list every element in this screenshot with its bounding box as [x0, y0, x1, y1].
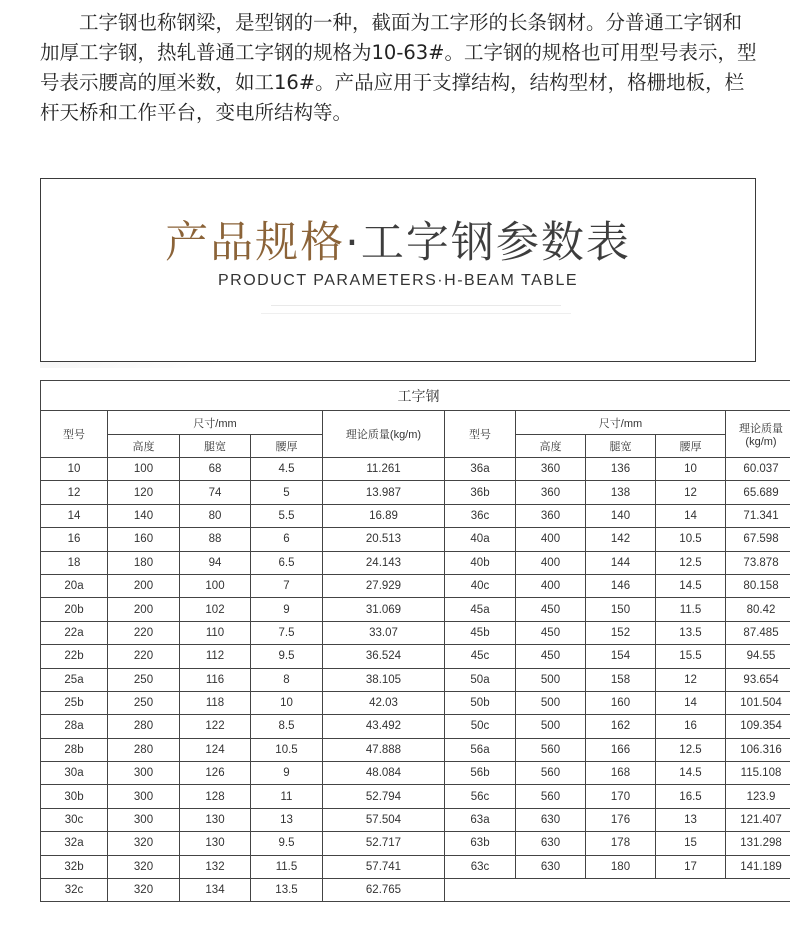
header-size-right: 尺寸/mm: [516, 411, 726, 435]
table-cell: 560: [516, 785, 586, 808]
table-cell: 100: [108, 458, 180, 481]
table-row: [41, 504, 790, 527]
banner-divider-secondary: [261, 313, 571, 314]
table-row: [41, 715, 790, 738]
table-row: [41, 879, 790, 902]
table-cell: 123.9: [726, 785, 790, 808]
table-cell: 450: [516, 598, 586, 621]
table-cell: 6.5: [251, 551, 323, 574]
table-cell: 24.143: [323, 551, 445, 574]
table-cell: 50a: [445, 668, 516, 691]
table-cell: 106.316: [726, 738, 790, 761]
table-cell: 11.5: [251, 855, 323, 878]
table-cell: 130: [180, 808, 251, 831]
table-cell: 4.5: [251, 458, 323, 481]
table-cell: 67.598: [726, 528, 790, 551]
table-cell: 8.5: [251, 715, 323, 738]
table-cell: 128: [180, 785, 251, 808]
table-cell: 36b: [445, 481, 516, 504]
table-cell: 15: [656, 832, 726, 855]
table-cell: 360: [516, 481, 586, 504]
table-cell: 12: [656, 481, 726, 504]
table-cell: 68: [180, 458, 251, 481]
table-row: [41, 762, 790, 785]
table-cell: 30a: [41, 762, 108, 785]
table-row: [41, 621, 790, 644]
table-cell: 9: [251, 598, 323, 621]
table-title: 工字钢: [41, 381, 790, 411]
table-cell: 48.084: [323, 762, 445, 785]
table-cell: 560: [516, 738, 586, 761]
table-cell: 20.513: [323, 528, 445, 551]
table-cell: 9.5: [251, 645, 323, 668]
table-cell: 150: [586, 598, 656, 621]
table-cell: 14: [41, 504, 108, 527]
table-cell: 22b: [41, 645, 108, 668]
header-height-right: 高度: [516, 435, 586, 458]
table-row: [41, 668, 790, 691]
table-cell: 10: [251, 691, 323, 714]
table-cell: 40a: [445, 528, 516, 551]
table-cell: 10: [41, 458, 108, 481]
table-row: [41, 738, 790, 761]
table-cell: 152: [586, 621, 656, 644]
table-cell: 56b: [445, 762, 516, 785]
table-cell: 170: [586, 785, 656, 808]
table-row: [41, 458, 790, 481]
table-cell: 52.794: [323, 785, 445, 808]
table-cell: 168: [586, 762, 656, 785]
table-cell: 71.341: [726, 504, 790, 527]
table-cell: 140: [586, 504, 656, 527]
table-cell: 12: [656, 668, 726, 691]
empty-cell: [445, 879, 790, 902]
table-cell: 22a: [41, 621, 108, 644]
table-cell: 400: [516, 574, 586, 597]
table-cell: 11.5: [656, 598, 726, 621]
table-cell: 101.504: [726, 691, 790, 714]
table-cell: 60.037: [726, 458, 790, 481]
table-cell: 30c: [41, 808, 108, 831]
table-cell: 141.189: [726, 855, 790, 878]
table-cell: 400: [516, 551, 586, 574]
table-cell: 144: [586, 551, 656, 574]
table-cell: 10.5: [656, 528, 726, 551]
table-cell: 220: [108, 645, 180, 668]
table-cell: 62.765: [323, 879, 445, 902]
table-cell: 56a: [445, 738, 516, 761]
table-cell: 300: [108, 762, 180, 785]
table-cell: 116: [180, 668, 251, 691]
table-cell: 45a: [445, 598, 516, 621]
table-cell: 121.407: [726, 808, 790, 831]
header-mass-right: 理论质量(kg/m): [726, 411, 790, 458]
intro-paragraph: [40, 8, 760, 128]
table-cell: 630: [516, 832, 586, 855]
header-leg-width-left: 腿宽: [180, 435, 251, 458]
table-cell: 112: [180, 645, 251, 668]
table-cell: 320: [108, 855, 180, 878]
table-cell: 50b: [445, 691, 516, 714]
table-cell: 102: [180, 598, 251, 621]
table-cell: 16: [41, 528, 108, 551]
table-cell: 320: [108, 832, 180, 855]
table-cell: 65.689: [726, 481, 790, 504]
table-cell: 25a: [41, 668, 108, 691]
table-cell: 16: [656, 715, 726, 738]
table-cell: 450: [516, 621, 586, 644]
table-cell: 12.5: [656, 738, 726, 761]
table-cell: 57.741: [323, 855, 445, 878]
table-cell: 63a: [445, 808, 516, 831]
table-cell: 18: [41, 551, 108, 574]
table-row: [41, 808, 790, 831]
header-waist-thickness-right: 腰厚: [656, 435, 726, 458]
table-cell: 630: [516, 855, 586, 878]
table-cell: 9: [251, 762, 323, 785]
table-cell: 142: [586, 528, 656, 551]
table-cell: 13: [251, 808, 323, 831]
table-cell: 15.5: [656, 645, 726, 668]
table-cell: 88: [180, 528, 251, 551]
table-cell: 9.5: [251, 832, 323, 855]
table-cell: 300: [108, 785, 180, 808]
table-cell: 57.504: [323, 808, 445, 831]
banner-title-accent: 产品规格: [165, 218, 346, 268]
table-cell: 73.878: [726, 551, 790, 574]
table-cell: 200: [108, 598, 180, 621]
table-cell: 160: [586, 691, 656, 714]
table-row: [41, 785, 790, 808]
table-cell: 16.5: [656, 785, 726, 808]
table-cell: 132: [180, 855, 251, 878]
table-row: [41, 481, 790, 504]
table-cell: 250: [108, 668, 180, 691]
table-cell: 13.5: [656, 621, 726, 644]
table-cell: 36a: [445, 458, 516, 481]
table-cell: 500: [516, 691, 586, 714]
table-cell: 360: [516, 504, 586, 527]
table-cell: 130: [180, 832, 251, 855]
banner-subtitle: PRODUCT PARAMETERS·H-BEAM TABLE: [217, 272, 579, 289]
table-cell: 28b: [41, 738, 108, 761]
table-cell: 40c: [445, 574, 516, 597]
banner-title-dot: ·: [345, 218, 361, 268]
table-cell: 560: [516, 762, 586, 785]
table-cell: 178: [586, 832, 656, 855]
table-cell: 166: [586, 738, 656, 761]
table-cell: 80.42: [726, 598, 790, 621]
table-cell: 630: [516, 808, 586, 831]
table-row: [41, 598, 790, 621]
table-cell: 42.03: [323, 691, 445, 714]
table-cell: 40b: [445, 551, 516, 574]
banner-title: [41, 209, 755, 270]
table-cell: 13.5: [251, 879, 323, 902]
table-cell: 158: [586, 668, 656, 691]
table-cell: 7: [251, 574, 323, 597]
header-model-right: 型号: [445, 411, 516, 458]
table-cell: 33.07: [323, 621, 445, 644]
table-cell: 162: [586, 715, 656, 738]
header-height-left: 高度: [108, 435, 180, 458]
table-cell: 136: [586, 458, 656, 481]
table-cell: 176: [586, 808, 656, 831]
table-cell: 124: [180, 738, 251, 761]
table-cell: 94.55: [726, 645, 790, 668]
table-cell: 14.5: [656, 762, 726, 785]
table-cell: 32a: [41, 832, 108, 855]
table-cell: 110: [180, 621, 251, 644]
table-cell: 50c: [445, 715, 516, 738]
spec-table: [40, 380, 790, 902]
header-leg-width-right: 腿宽: [586, 435, 656, 458]
table-cell: 28a: [41, 715, 108, 738]
table-cell: 11.261: [323, 458, 445, 481]
table-cell: 10: [656, 458, 726, 481]
table-cell: 31.069: [323, 598, 445, 621]
table-cell: 20b: [41, 598, 108, 621]
table-cell: 93.654: [726, 668, 790, 691]
table-cell: 80: [180, 504, 251, 527]
table-cell: 300: [108, 808, 180, 831]
table-row: [41, 855, 790, 878]
table-cell: 200: [108, 574, 180, 597]
table-cell: 360: [516, 458, 586, 481]
table-cell: 14: [656, 691, 726, 714]
table-cell: 500: [516, 715, 586, 738]
intro-text: 工字钢也称钢梁，是型钢的一种，截面为工字形的长条钢材。分普通工字钢和加厚工字钢，热轧普通工字钢的规格为10-63#。工字钢的规格也可用型号表示，型号表示腰高的厘米数，如工16#。产品应用于支撑结构，结构型材，格栅地板，栏杆天桥和工作平台，变电所结构等。: [40, 11, 757, 124]
table-cell: 10.5: [251, 738, 323, 761]
table-cell: 109.354: [726, 715, 790, 738]
banner-divider: [271, 305, 561, 306]
table-cell: 14.5: [656, 574, 726, 597]
table-cell: 63c: [445, 855, 516, 878]
table-cell: 47.888: [323, 738, 445, 761]
table-row: [41, 691, 790, 714]
table-cell: 5.5: [251, 504, 323, 527]
table-cell: 12.5: [656, 551, 726, 574]
table-cell: 118: [180, 691, 251, 714]
table-row: [41, 551, 790, 574]
table-row: [41, 645, 790, 668]
table-cell: 32c: [41, 879, 108, 902]
table-cell: 12: [41, 481, 108, 504]
table-cell: 5: [251, 481, 323, 504]
table-cell: 13.987: [323, 481, 445, 504]
table-cell: 27.929: [323, 574, 445, 597]
table-cell: 36c: [445, 504, 516, 527]
table-cell: 154: [586, 645, 656, 668]
table-cell: 16.89: [323, 504, 445, 527]
table-row: [41, 574, 790, 597]
table-cell: 126: [180, 762, 251, 785]
table-cell: 138: [586, 481, 656, 504]
table-cell: 45b: [445, 621, 516, 644]
table-cell: 74: [180, 481, 251, 504]
table-cell: 131.298: [726, 832, 790, 855]
header-model-left: 型号: [41, 411, 108, 458]
table-cell: 280: [108, 715, 180, 738]
table-cell: 6: [251, 528, 323, 551]
table-cell: 320: [108, 879, 180, 902]
table-cell: 250: [108, 691, 180, 714]
table-cell: 25b: [41, 691, 108, 714]
table-cell: 115.108: [726, 762, 790, 785]
table-cell: 180: [108, 551, 180, 574]
table-cell: 134: [180, 879, 251, 902]
table-cell: 94: [180, 551, 251, 574]
table-row: [41, 832, 790, 855]
table-cell: 11: [251, 785, 323, 808]
table-cell: 36.524: [323, 645, 445, 668]
table-cell: 13: [656, 808, 726, 831]
table-cell: 120: [108, 481, 180, 504]
table-cell: 80.158: [726, 574, 790, 597]
table-cell: 500: [516, 668, 586, 691]
table-cell: 17: [656, 855, 726, 878]
header-mass-left: 理论质量(kg/m): [323, 411, 445, 458]
table-cell: 52.717: [323, 832, 445, 855]
table-cell: 100: [180, 574, 251, 597]
table-cell: 32b: [41, 855, 108, 878]
table-cell: 160: [108, 528, 180, 551]
table-row: [41, 528, 790, 551]
table-cell: 45c: [445, 645, 516, 668]
table-cell: 8: [251, 668, 323, 691]
table-cell: 140: [108, 504, 180, 527]
table-cell: 280: [108, 738, 180, 761]
table-cell: 400: [516, 528, 586, 551]
table-cell: 63b: [445, 832, 516, 855]
table-cell: 450: [516, 645, 586, 668]
header-size-left: 尺寸/mm: [108, 411, 323, 435]
banner-title-rest: 工字钢参数表: [360, 218, 631, 268]
table-cell: 146: [586, 574, 656, 597]
table-cell: 7.5: [251, 621, 323, 644]
table-cell: 20a: [41, 574, 108, 597]
table-cell: 30b: [41, 785, 108, 808]
table-cell: 38.105: [323, 668, 445, 691]
table-cell: 43.492: [323, 715, 445, 738]
header-waist-thickness-left: 腰厚: [251, 435, 323, 458]
table-cell: 180: [586, 855, 656, 878]
table-cell: 14: [656, 504, 726, 527]
spec-banner: [40, 178, 756, 362]
table-cell: 220: [108, 621, 180, 644]
table-cell: 122: [180, 715, 251, 738]
table-cell: 87.485: [726, 621, 790, 644]
table-cell: 56c: [445, 785, 516, 808]
